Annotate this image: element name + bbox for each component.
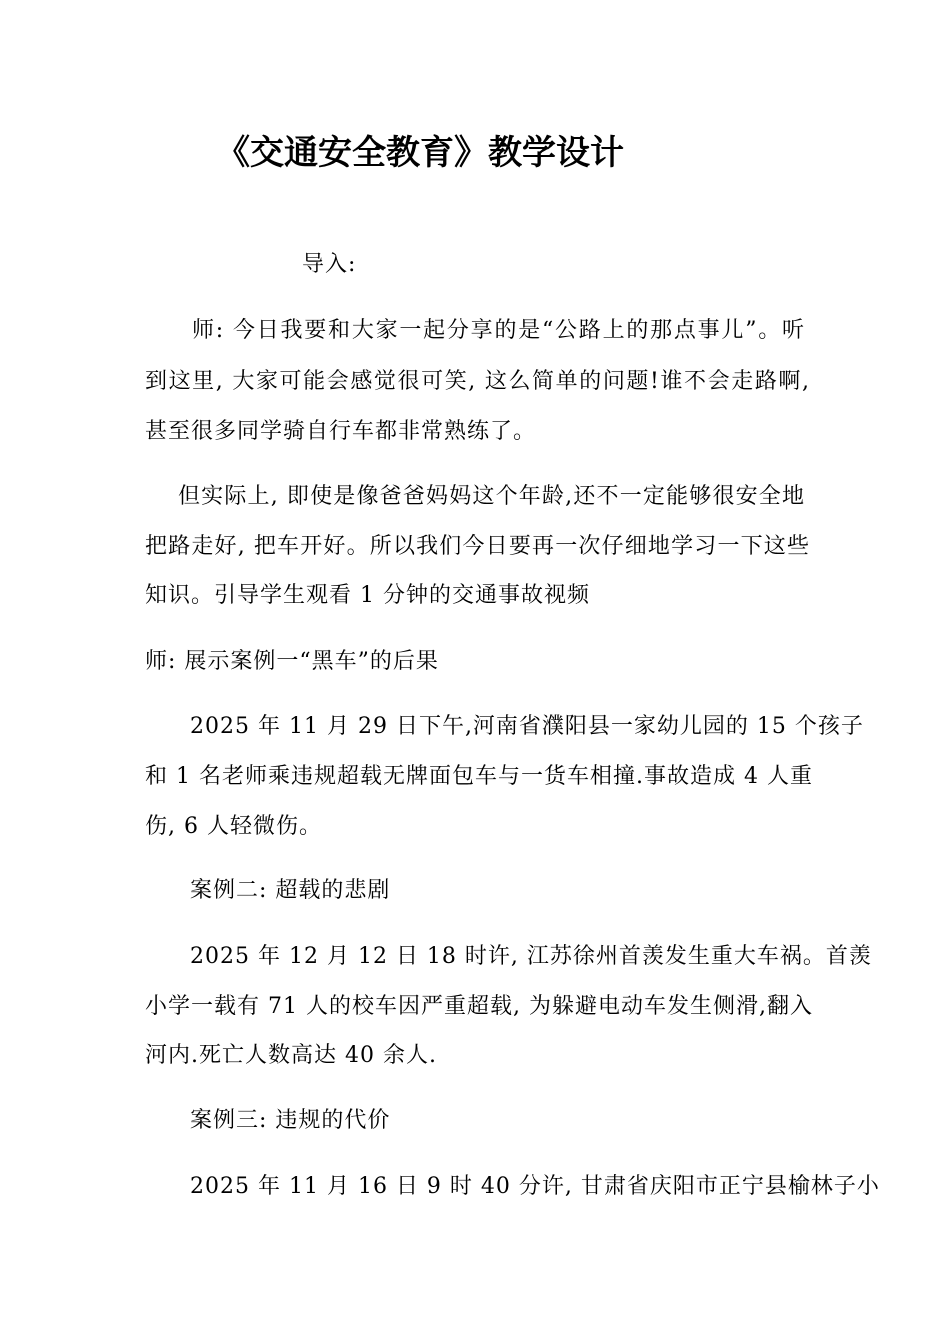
paragraph-line: 和 1 名老师乘违规超载无牌面包车与一货车相撞.事故造成 4 人重 — [145, 764, 813, 789]
paragraph-line: 甚至很多同学骑自行车都非常熟练了。 — [145, 419, 537, 444]
paragraph-line: 伤, 6 人轻微伤。 — [145, 814, 322, 839]
paragraph-line: 小学一载有 71 人的校车因严重超载, 为躲避电动车发生侧滑,翻入 — [145, 994, 813, 1019]
paragraph-line: 河内.死亡人数高达 40 余人. — [145, 1043, 437, 1068]
paragraph-line: 到这里, 大家可能会感觉很可笑, 这么简单的问题!谁不会走路啊, — [145, 369, 810, 394]
paragraph-line: 但实际上, 即使是像爸爸妈妈这个年龄,还不一定能够很安全地 — [178, 484, 805, 509]
paragraph-line: 2025 年 12 月 12 日 18 时许, 江苏徐州首羡发生重大车祸。首羡 — [190, 944, 872, 969]
paragraph-line: 把路走好, 把车开好。所以我们今日要再一次仔细地学习一下这些 — [145, 534, 810, 559]
section-heading-intro: 导入: — [302, 252, 357, 277]
paragraph-line: 2025 年 11 月 16 日 9 时 40 分许, 甘肃省庆阳市正宁县榆林子小 — [190, 1174, 880, 1199]
paragraph-line: 2025 年 11 月 29 日下午,河南省濮阳县一家幼儿园的 15 个孩子 — [190, 714, 864, 739]
paragraph-line: 知识。引导学生观看 1 分钟的交通事故视频 — [145, 583, 590, 608]
paragraph-line: 师: 今日我要和大家一起分享的是“公路上的那点事儿”。听 — [192, 318, 805, 343]
section-heading-case-two: 案例二: 超载的悲剧 — [190, 878, 391, 903]
section-heading-case-three: 案例三: 违规的代价 — [190, 1108, 391, 1133]
document-title: 《交通安全教育》教学设计 — [216, 133, 624, 173]
paragraph-line: 师: 展示案例一“黑车”的后果 — [145, 649, 439, 674]
